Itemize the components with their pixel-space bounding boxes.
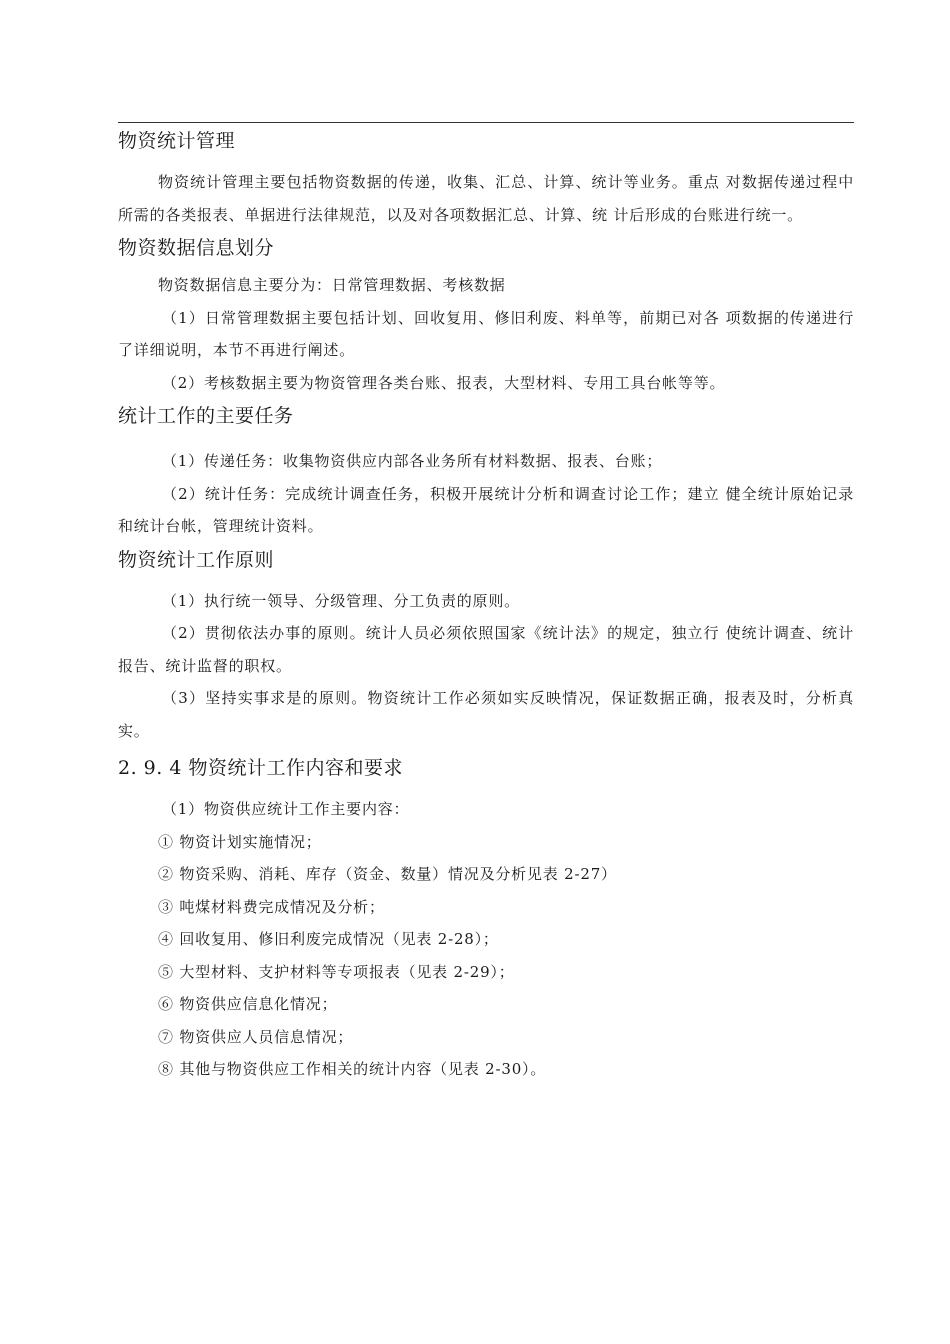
list-item: ⑧ 其他与物资供应工作相关的统计内容（见表 2-30）。 [158,1060,547,1078]
paragraph: （2）考核数据主要为物资管理各类台账、报表，大型材料、专用工具台帐等等。 [162,373,726,392]
paragraph: （1）执行统一领导、分级管理、分工负责的原则。 [162,591,520,610]
list-item: ⑦ 物资供应人员信息情况； [158,1027,354,1046]
paragraph: 物资统计管理主要包括物资数据的传递，收集、汇总、计算、统计等业务。重点 对数据传递过程中所需的各类报表、单据进行法律规范，以及对各项数据汇总、计算、统 计后形成的台账进行统一。 [118,173,854,224]
section-heading: 物资统计管理 [118,130,236,152]
paragraph: 物资数据信息主要分为：日常管理数据、考核数据 [158,276,506,294]
section-heading: 物资数据信息划分 [118,237,275,259]
paragraph: （2）贯彻依法办事的原则。统计人员必须依照国家《统计法》的规定，独立行 使统计调查、统计报告、统计监督的职权。 [118,624,854,675]
section-content-requirements [118,753,854,1086]
paragraph: （2）统计任务：完成统计调查任务，积极开展统计分析和调查讨论工作；建立 健全统计原始记录和统计台帐，管理统计资料。 [118,484,854,535]
list-item: ④ 回收复用、修旧利废完成情况（见表 2-28）； [158,930,499,948]
section-heading: 物资统计工作原则 [118,548,275,571]
document-body [118,124,854,1086]
section-heading: 统计工作的主要任务 [118,405,294,427]
list-item: ⑥ 物资供应信息化情况； [158,995,338,1013]
section-main-tasks [118,401,854,543]
list-item: ② 物资采购、消耗、库存（资金、数量）情况及分析见表 2-27） [158,865,617,883]
section-work-principles [118,545,854,748]
paragraph: （1）日常管理数据主要包括计划、回收复用、修旧利废、料单等，前期已对各 项数据的传递进行了详细说明，本节不再进行阐述。 [118,308,854,359]
section-statistics-management [118,126,854,231]
list-intro: （1）物资供应统计工作主要内容： [162,800,410,818]
section-data-classification [118,233,854,399]
paragraph: （3）坚持实事求是的原则。物资统计工作必须如实反映情况，保证数据正确，报表及时，分析真实。 [118,689,854,740]
list-item: ⑤ 大型材料、支护材料等专项报表（见表 2-29）； [158,962,515,981]
header-rule [118,122,854,123]
list-item: ③ 吨煤材料费完成情况及分析； [158,897,385,916]
paragraph: （1）传递任务：收集物资供应内部各业务所有材料数据、报表、台账； [162,452,663,470]
section-heading: 2. 9. 4 物资统计工作内容和要求 [118,757,403,779]
list-item: ① 物资计划实施情况； [158,832,322,851]
